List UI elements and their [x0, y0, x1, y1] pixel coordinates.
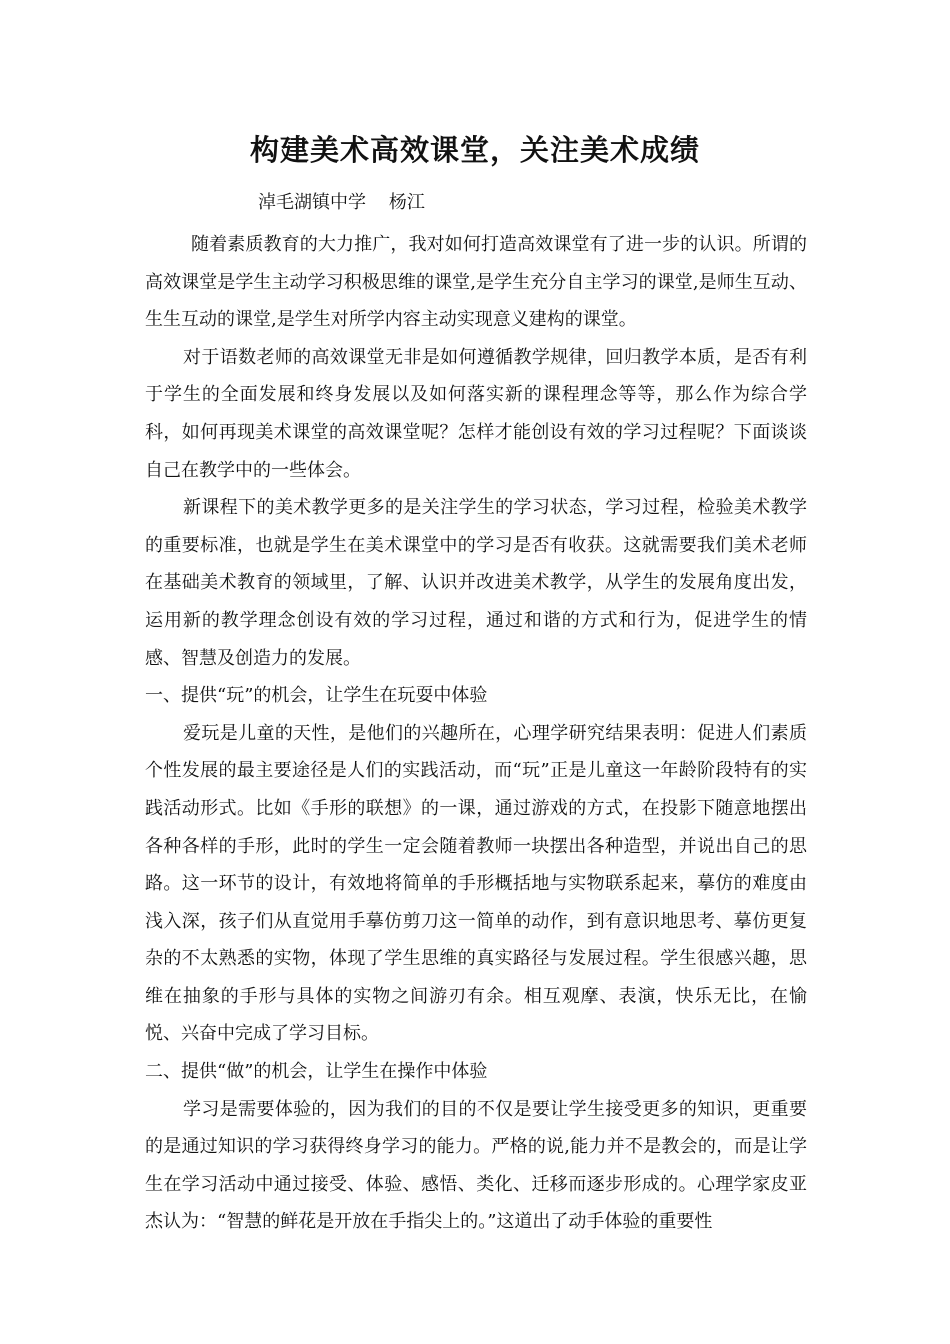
paragraph-do: 学习是需要体验的，因为我们的目的不仅是要让学生接受更多的知识，更重要的是通过知识的学习获得终身学习的能力。严格的说,能力并不是教会的，而是让学生在学习活动中通过接受、体验、感悟、类化、迁移而逐步形成的。心理学家皮亚杰认为：“智慧的鲜花是开放在手指尖上的。”这道出了动手体验的重要性 [145, 1098, 807, 1233]
paragraph-new-curriculum: 新课程下的美术教学更多的是关注学生的学习状态，学习过程，检验美术教学的重要标准，也就是学生在美术课堂中的学习是否有收获。这就需要我们美术老师在基础美术教育的领域里，了解、认识并改进美术教学，从学生的发展角度出发，运用新的教学理念创设有效的学习过程，通过和谐的方式和行为，促进学生的情感、智慧及创造力的发展。 [145, 497, 807, 669]
paragraph-intro: 随着素质教育的大力推广，我对如何打造高效课堂有了进一步的认识。所谓的高效课堂是学生主动学习积极思维的课堂,是学生充分自主学习的课堂,是师生互动、生生互动的课堂,是学生对所学内容主动实现意义建构的课堂。 [145, 234, 807, 331]
section-heading-do: 二、提供“做”的机会，让学生在操作中体验 [145, 1061, 488, 1083]
author-byline: 淖毛湖镇中学 杨江 [258, 192, 425, 213]
document-body [145, 226, 807, 1241]
paragraph-question: 对于语数老师的高效课堂无非是如何遵循教学规律，回归教学本质，是否有利于学生的全面发展和终身发展以及如何落实新的课程理念等等，那么作为综合学科，如何再现美术课堂的高效课堂呢？怎样才能创设有效的学习过程呢？下面谈谈自己在教学中的一些体会。 [145, 346, 807, 481]
paragraph-play: 爱玩是儿童的天性，是他们的兴趣所在，心理学研究结果表明：促进人们素质个性发展的最主要途径是人们的实践活动，而“玩”正是儿童这一年龄阶段特有的实践活动形式。比如《手形的联想》的一课，通过游戏的方式，在投影下随意地摆出各种各样的手形，此时的学生一定会随着教师一块摆出各种造型，并说出自己的思路。这一环节的设计，有效地将简单的手形概括地与实物联系起来，摹仿的难度由浅入深，孩子们从直觉用手摹仿剪刀这一简单的动作，到有意识地思考、摹仿更复杂的不太熟悉的实物，体现了学生思维的真实路径与发展过程。学生很感兴趣，思维在抽象的手形与具体的实物之间游刃有余。相互观摩、表演，快乐无比，在愉悦、兴奋中完成了学习目标。 [145, 722, 807, 1045]
document-title: 构建美术高效课堂，关注美术成绩 [249, 133, 700, 167]
section-heading-play: 一、提供“玩”的机会，让学生在玩耍中体验 [145, 685, 488, 707]
